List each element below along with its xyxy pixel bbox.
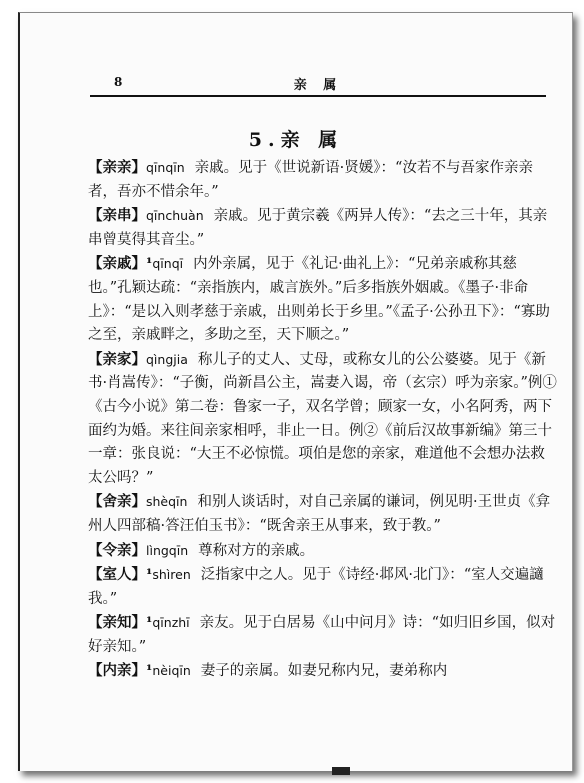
section-title: 5.亲 属 bbox=[248, 129, 344, 151]
entry-definition: 和别人谈话时，对自己亲属的谦词，例见明·王世贞《弇州人四部稿·答汪伯玉书》：“既舍亲王从事来，致于教。” bbox=[88, 494, 551, 534]
entry-headword: 【内亲】¹ bbox=[88, 662, 153, 680]
dictionary-entry bbox=[88, 156, 558, 204]
entry-headword: 【亲串】 bbox=[88, 207, 146, 225]
page-number: 8 bbox=[114, 75, 123, 89]
page-header bbox=[90, 73, 546, 97]
dictionary-entry bbox=[88, 490, 558, 538]
entry-pinyin: shèqīn bbox=[146, 494, 188, 510]
dictionary-entry bbox=[88, 539, 558, 564]
book-page bbox=[18, 12, 573, 771]
entry-pinyin: nèiqīn bbox=[152, 663, 191, 679]
binding-mark bbox=[332, 767, 350, 775]
entry-definition: 称儿子的丈人、丈母，或称女儿的公公婆婆。见于《新书·肖嵩传》：“子衡，尚新昌公主，嵩妻入谒，帝（玄宗）呼为亲家。”例①《古今小说》第二卷：鲁家一子，双名学曾；顾家一女，小名阿秀，两下面约为婚。来往间亲家相呼，非止一日。例②《前后汉故事新编》第三十一章：张良说：“大王不必惊慌。项伯是您的亲家，难道他不会想办法救太公吗？” bbox=[88, 351, 557, 486]
entry-pinyin: qīnqīn bbox=[146, 160, 185, 175]
entry-pinyin: qīnchuàn bbox=[146, 208, 204, 224]
running-title: 亲 属 bbox=[293, 78, 343, 93]
entry-definition: 亲戚。见于黄宗羲《两异人传》：“去之三十年，其亲串曾莫得其音尘。” bbox=[88, 208, 548, 248]
entry-headword: 【令亲】 bbox=[88, 541, 146, 559]
dictionary-entry bbox=[88, 659, 558, 684]
entry-pinyin: lìngqīn bbox=[146, 542, 189, 558]
entry-pinyin: qīnzhī bbox=[152, 615, 190, 631]
entry-pinyin: shìren bbox=[152, 567, 191, 583]
entry-headword: 【舍亲】 bbox=[88, 493, 146, 511]
entry-pinyin: qīnqī bbox=[152, 256, 184, 272]
entry-pinyin: qìngjia bbox=[146, 351, 188, 367]
entry-definition: 妻子的亲属。如妻兄称内兄，妻弟称内 bbox=[200, 663, 448, 680]
entry-definition: 亲戚。见于《世说新语·贤媛》：“汝若不与吾家作亲亲者，吾亦不惜余年。” bbox=[88, 160, 533, 200]
entry-headword: 【亲知】¹ bbox=[88, 614, 153, 632]
entry-headword: 【室人】¹ bbox=[88, 566, 153, 584]
dictionary-entry bbox=[88, 348, 558, 491]
dictionary-entry bbox=[88, 563, 558, 611]
dictionary-entry bbox=[88, 252, 558, 347]
entry-headword: 【亲家】 bbox=[88, 350, 146, 368]
entry-definition: 尊称对方的亲戚。 bbox=[198, 542, 315, 559]
dictionary-entry bbox=[88, 204, 558, 252]
dictionary-entry bbox=[88, 611, 558, 659]
dictionary-body bbox=[88, 156, 558, 684]
entry-headword: 【亲戚】¹ bbox=[88, 255, 153, 273]
entry-headword: 【亲亲】 bbox=[88, 159, 146, 176]
entry-definition: 泛指家中之人。见于《诗经·邶风·北门》：“室人交遍讁我。” bbox=[88, 567, 544, 607]
entry-definition: 内外亲属，见于《礼记·曲礼上》：“兄弟亲戚称其慈也。”孔颖达疏：“亲指族内，戚言族外。”后多指族外姻戚。《墨子·非命上》：“是以入则孝慈于亲戚，出则弟长于乡里。”《孟子·公孙丑下》：“寡助之至，亲戚畔之，多助之至，天下顺之。” bbox=[88, 256, 550, 344]
entry-definition: 亲友。见于白居易《山中问月》诗：“如归旧乡国，似对好亲知。” bbox=[88, 615, 556, 655]
